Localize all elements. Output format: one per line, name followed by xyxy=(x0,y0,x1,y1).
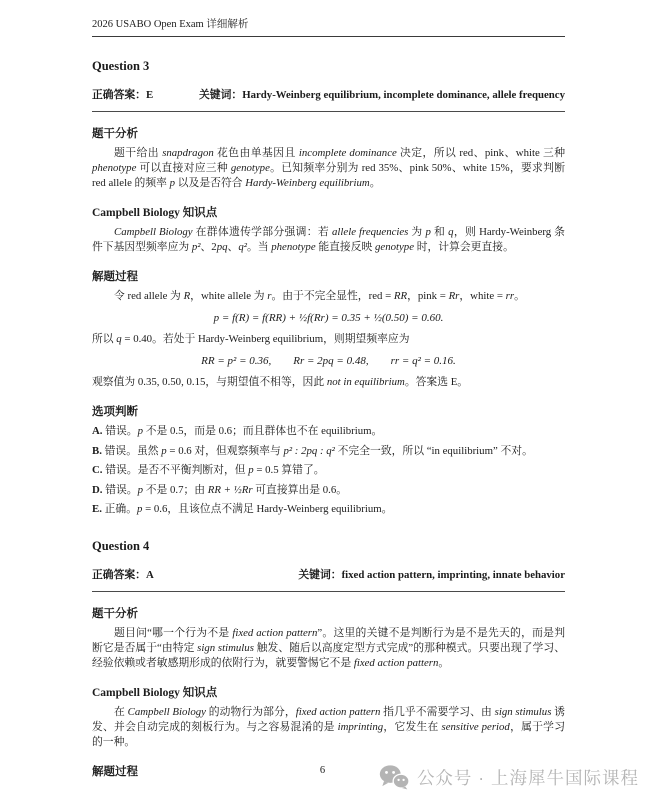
keywords xyxy=(298,567,565,582)
keywords-value: fixed action pattern, imprinting, innate behavior xyxy=(341,568,565,581)
correct-answer xyxy=(92,567,154,582)
keywords-label: 关键词： xyxy=(298,568,342,581)
correct-answer xyxy=(92,87,153,102)
knowledge-paragraph: Campbell Biology 在群体遗传学部分强调：若 allele frequencies 为 p 和 q，则 Hardy-Weinberg 条件下基因型频率应为 p²、2pq、q²。当 phenotype 能直接反映 genotype 时，计算会更直接。 xyxy=(92,226,565,253)
answer-label: 正确答案： xyxy=(92,89,146,101)
keywords xyxy=(199,87,565,102)
option-judgment-b: B. 错误。虽然 p = 0.6 对，但观察频率与 p² : 2pq : q² 不完全一致，所以 “in equilibrium” 不对。 xyxy=(92,444,533,457)
question-block-3 xyxy=(92,59,565,517)
section-heading-options: 选项判断 xyxy=(92,406,138,418)
analysis-paragraph: 题目问“哪一个行为不是 fixed action pattern”。这里的关键不是判断行为是不是先天的，而是判断它是否属于“由特定 sign stimulus 触发、随后以高度定型方式完成”的那种模式。只要出现了学习、经验依赖或者敏感期形成的依附行为，就要警惕它不是 fixed action pattern。 xyxy=(92,626,565,669)
question-title: Question 3 xyxy=(92,59,150,73)
section-heading-knowledge: Campbell Biology 知识点 xyxy=(92,686,218,699)
section-heading-analysis: 题干分析 xyxy=(92,607,138,620)
watermark xyxy=(379,764,639,790)
section-heading-knowledge: Campbell Biology 知识点 xyxy=(92,207,218,219)
page-number: 6 xyxy=(319,765,326,776)
analysis-paragraph: 题干给出 snapdragon 花色由单基因且 incomplete dominance 决定，所以 red、pink、white 三种 phenotype 可以直接对应三种 genotype。已知频率分别为 red 35%、pink 50%、white 15%，要求判断 red allele 的频率 p 以及是否符合 Hardy-Weinberg equilibrium。 xyxy=(92,147,565,189)
answer-label: 正确答案： xyxy=(92,568,146,581)
keywords-value: Hardy-Weinberg equilibrium, incomplete dominance, allele frequency xyxy=(242,89,565,101)
section-heading-analysis: 题干分析 xyxy=(92,128,138,140)
option-judgment-e: E. 正确。p = 0.6，且该位点不满足 Hardy-Weinberg equilibrium。 xyxy=(92,503,393,515)
knowledge-paragraph: 在 Campbell Biology 的动物行为部分，fixed action pattern 指几乎不需要学习、由 sign stimulus 诱发、并会自动完成的刻板行为。与之容易混淆的是 imprinting，它发生在 sensitive period，属于学习的一种。 xyxy=(92,705,565,748)
wechat-icon xyxy=(379,764,409,790)
option-judgment-d: D. 错误。p 不是 0.7；由 RR + ½Rr 可直接算出是 0.6。 xyxy=(92,483,348,496)
process-end: 观察值为 0.35, 0.50, 0.15，与期望值不相等，因此 not in equilibrium。答案选 E。 xyxy=(92,376,469,388)
answer-keywords-row xyxy=(92,567,565,592)
formula-expected-genotypes: RR = p² = 0.36, Rr = 2pq = 0.48, rr = q² = 0.16. xyxy=(201,355,456,367)
keywords-label: 关键词： xyxy=(199,89,243,101)
question-block-4 xyxy=(92,539,565,779)
watermark-text: 公众号 · 上海犀牛国际课程 xyxy=(416,767,639,788)
answer-keywords-row xyxy=(92,87,565,112)
process-intro: 令 red allele 为 R，white allele 为 r。由于不完全显性，red = RR，pink = Rr，white = rr。 xyxy=(114,290,525,302)
running-header: 2026 USABO Open Exam 详细解析 xyxy=(92,16,565,37)
section-heading-process: 解题过程 xyxy=(92,271,138,283)
answer-value: E xyxy=(145,89,154,101)
process-mid: 所以 q = 0.40。若处于 Hardy-Weinberg equilibrium，则期望频率应为 xyxy=(92,333,410,345)
answer-value: A xyxy=(145,568,154,581)
formula-allele-frequency: p = f(R) = f(RR) + ½f(Rr) = 0.35 + ½(0.50) = 0.60. xyxy=(213,312,444,324)
option-judgment-c: C. 错误。是否不平衡判断对，但 p = 0.5 算错了。 xyxy=(92,464,325,476)
section-heading-process: 解题过程 xyxy=(92,765,138,778)
option-judgment-a: A. 错误。p 不是 0.5，而是 0.6；而且群体也不在 equilibrium。 xyxy=(92,425,383,437)
question-title: Question 4 xyxy=(92,538,150,553)
